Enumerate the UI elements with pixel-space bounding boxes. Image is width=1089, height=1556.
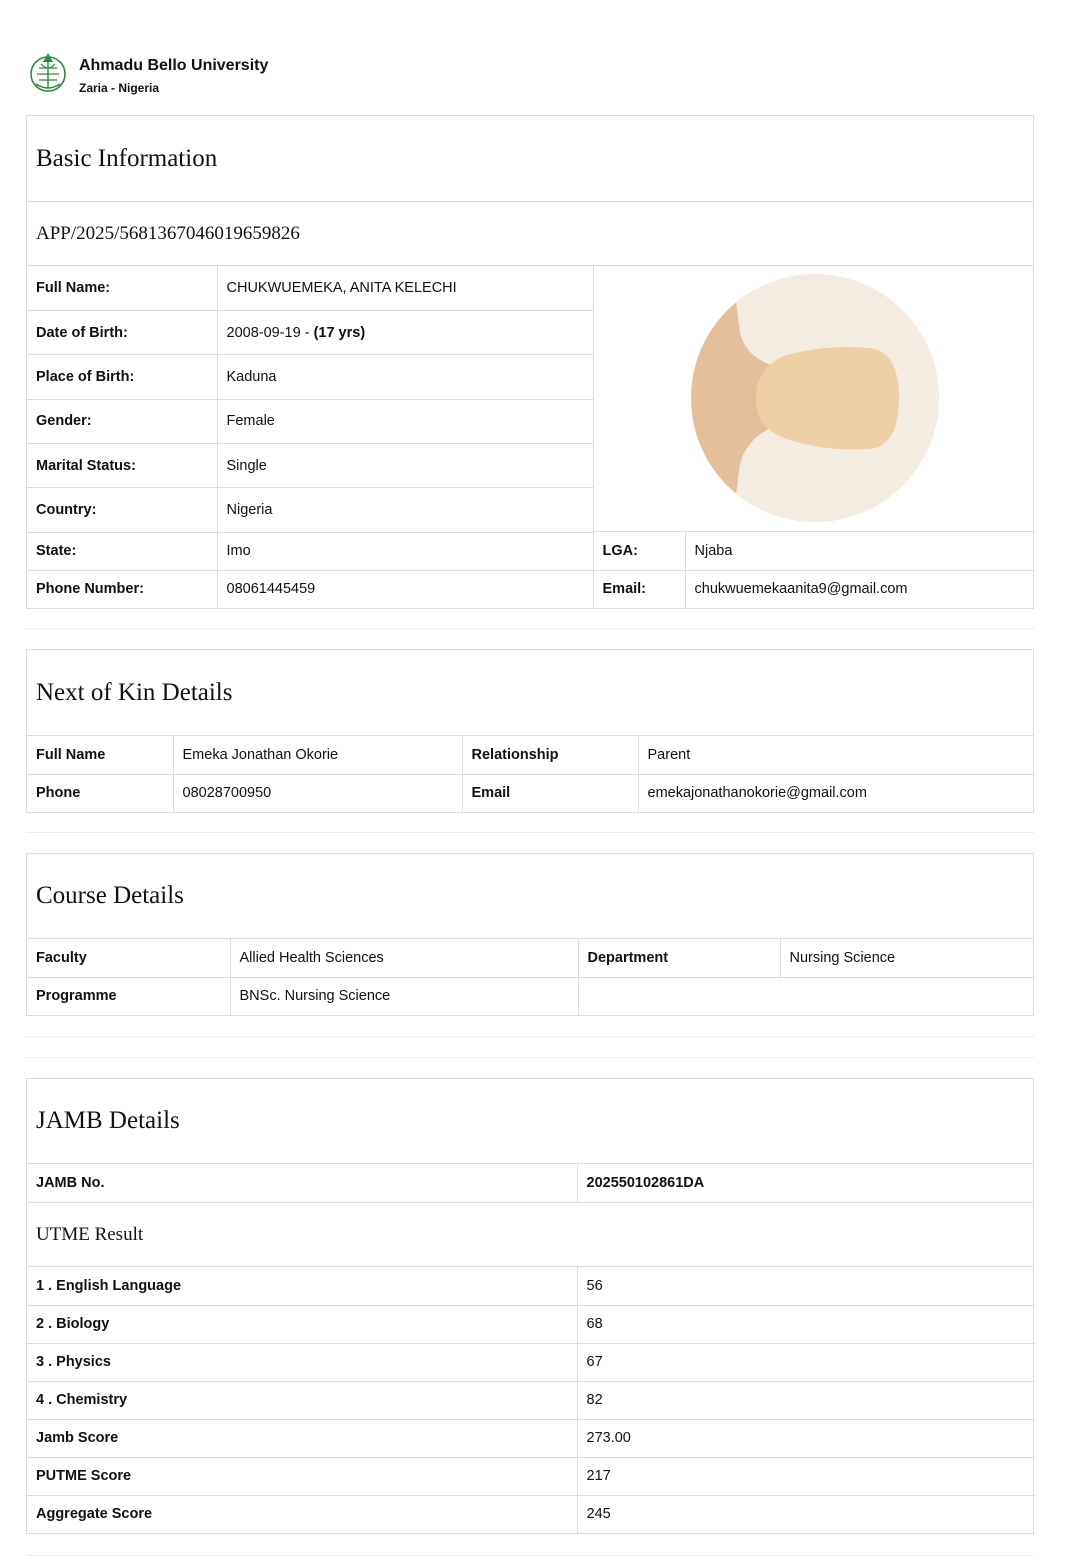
kin-phone-label: Phone [27,774,173,812]
empty-cell [578,977,1035,1015]
email-label: Email: [593,570,685,608]
putme-score-label: PUTME Score [27,1457,577,1495]
section-title: Basic Information [27,116,1033,202]
table-row [27,1381,1035,1419]
state-label: State: [27,532,217,570]
table-row [27,310,593,354]
basic-information-card [26,115,1034,609]
divider [26,1057,1034,1058]
table-row [27,532,1035,570]
email-value: chukwuemekaanita9@gmail.com [694,581,908,598]
table-row [27,488,593,532]
putme-score-value: 217 [577,1457,1035,1495]
table-row [27,1495,1035,1533]
marital-value: Single [217,444,593,488]
table-row [27,266,593,310]
marital-label: Marital Status: [27,444,217,488]
table-row [27,1267,1035,1305]
course-details-card [26,853,1034,1016]
age-value: (17 yrs) [313,324,366,341]
table-row [27,399,593,443]
table-row [27,444,593,488]
table-row [27,1419,1035,1457]
jamb-score-label: Jamb Score [27,1419,577,1457]
faculty-value: Allied Health Sciences [230,939,578,977]
state-value: Imo [217,532,593,570]
table-row [27,570,1035,608]
subject-score: 56 [577,1267,1035,1305]
pob-label: Place of Birth: [27,355,217,399]
subject-label: 3 . Physics [27,1343,577,1381]
subject-score: 82 [577,1381,1035,1419]
divider [26,1036,1034,1037]
country-label: Country: [27,488,217,532]
subject-label: 2 . Biology [27,1305,577,1343]
dob-date: 2008-09-19 [226,324,301,341]
kin-email-value: emekajonathanokorie@gmail.com [647,785,867,802]
table-row [27,1343,1035,1381]
jamb-no-value: 202550102861DA [586,1175,705,1191]
department-value: Nursing Science [780,939,1035,977]
department-label: Department [578,939,780,977]
jamb-score-value: 273.00 [577,1419,1035,1457]
phone-value: 08061445459 [217,570,593,608]
section-title: Course Details [27,854,1033,939]
university-header [26,50,268,100]
table-row [27,1457,1035,1495]
country-value: Nigeria [217,488,593,532]
dob-separator: - [300,324,314,341]
programme-value: BNSc. Nursing Science [230,977,578,1015]
full-name-label: Full Name: [27,266,217,310]
dob-value [217,310,593,354]
kin-name-label: Full Name [27,736,173,774]
section-title: Next of Kin Details [27,650,1033,736]
kin-relationship-label: Relationship [462,736,638,774]
subject-score: 67 [577,1343,1035,1381]
table-row [27,977,1035,1015]
kin-name-value: Emeka Jonathan Okorie [173,736,462,774]
subject-label: 4 . Chemistry [27,1381,577,1419]
kin-email-label: Email [462,774,638,812]
utme-result-title: UTME Result [27,1202,1033,1267]
subject-score: 68 [577,1305,1035,1343]
table-row [27,774,1035,812]
phone-label: Phone Number: [27,570,217,608]
university-location: Zaria - Nigeria [79,81,160,95]
university-name: Ahmadu Bello University [79,57,269,74]
kin-phone-value: 08028700950 [173,774,462,812]
gender-value: Female [217,399,593,443]
section-title: JAMB Details [27,1079,1033,1164]
pob-value: Kaduna [217,355,593,399]
avatar-placeholder-icon [594,266,1036,532]
table-row [27,1164,1035,1202]
application-number: APP/2025/5681367046019659826 [27,202,1033,266]
dob-label: Date of Birth: [27,310,217,354]
table-row [27,939,1035,977]
table-row [27,736,1035,774]
divider [26,628,1034,629]
programme-label: Programme [27,977,230,1015]
aggregate-score-label: Aggregate Score [27,1495,577,1533]
next-of-kin-card [26,649,1034,813]
full-name-value: CHUKWUEMEKA, ANITA KELECHI [217,266,593,310]
lga-label: LGA: [593,532,685,570]
passport-photo [593,266,1035,532]
divider [26,832,1034,833]
subject-label: 1 . English Language [27,1267,577,1305]
kin-relationship-value: Parent [638,736,1035,774]
gender-label: Gender: [27,399,217,443]
table-row [27,1305,1035,1343]
faculty-label: Faculty [27,939,230,977]
abu-crest-icon [26,50,70,94]
aggregate-score-value: 245 [586,1506,611,1523]
jamb-no-label: JAMB No. [27,1164,577,1202]
jamb-details-card [26,1078,1034,1534]
lga-value: Njaba [685,532,1035,570]
table-row [27,355,593,399]
